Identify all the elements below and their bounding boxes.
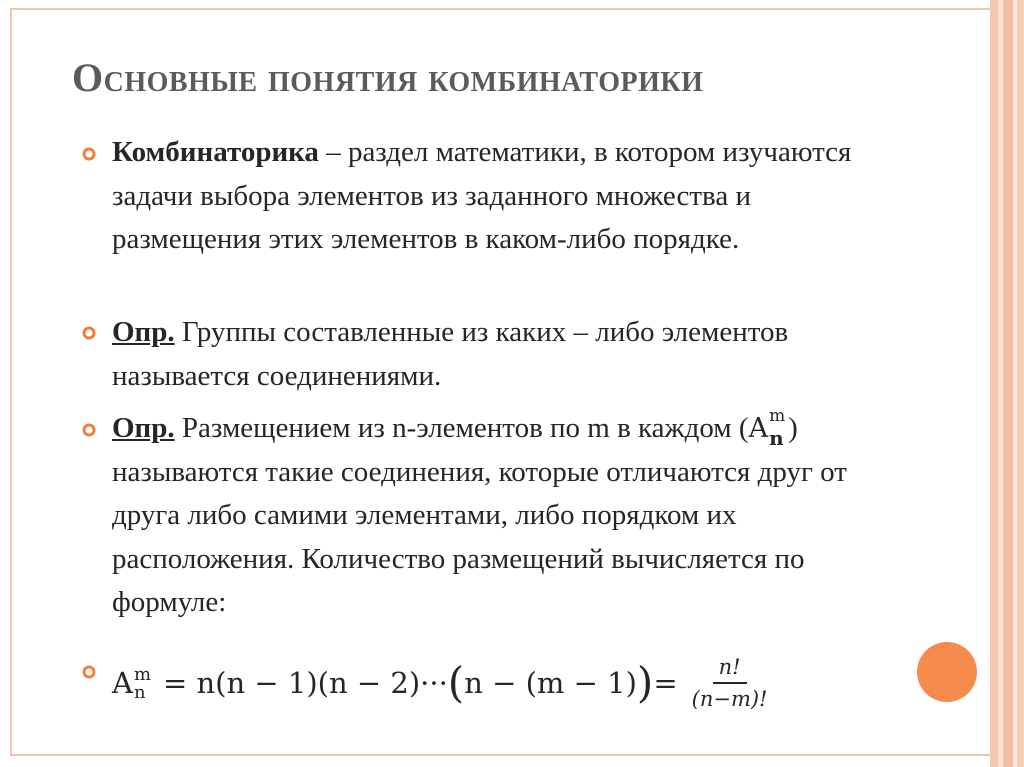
definition-label: Опр. xyxy=(112,412,175,444)
formula-expression-part2: n − (m − 1) xyxy=(464,666,637,700)
definition-combinatorics xyxy=(112,131,872,262)
decorative-circle xyxy=(917,642,977,702)
formula-indices xyxy=(133,658,155,708)
bullet-icon xyxy=(82,326,96,340)
symbol-subscript: n xyxy=(769,426,784,451)
decorative-stripes xyxy=(990,0,1024,767)
fraction-numerator: n! xyxy=(713,655,747,684)
definition-text: Группы составленные из каких – либо элементов называется соединениями. xyxy=(112,316,789,392)
definition-label: Опр. xyxy=(112,316,175,348)
arrangement-symbol: A xyxy=(748,413,769,444)
definition-text-after: ) называются такие соединения, которые отличаются друг от друга либо самими элементами, либо порядком их расположения. Количество размещений вычисляется по формуле: xyxy=(112,412,847,618)
symbol-superscript: m xyxy=(769,406,786,427)
arrangement-indices xyxy=(768,406,788,451)
arrangement-formula xyxy=(112,648,767,718)
fraction-denominator: (n−m)! xyxy=(691,687,768,711)
bullet-icon xyxy=(82,147,96,161)
formula-right-paren: ) xyxy=(636,658,654,707)
formula-superscript: m xyxy=(133,664,152,685)
bullet-icon xyxy=(82,423,96,437)
definition-text: – раздел математики, в котором изучаются задачи выбора элементов из заданного множества и размещения этих элементов в каком-либо порядке. xyxy=(112,136,852,255)
formula-expression-part1: = n(n − 1)(n − 2)··· xyxy=(162,666,448,700)
formula-fraction xyxy=(692,655,768,711)
term-combinatorics: Комбинаторика xyxy=(112,136,319,168)
formula-symbol: A xyxy=(112,666,133,700)
formula-subscript: n xyxy=(133,682,146,703)
definition-arrangements xyxy=(112,407,872,625)
formula-left-paren: ( xyxy=(447,658,465,707)
definition-connections xyxy=(112,311,872,398)
definition-text-before: Размещением из n-элементов по m в каждом ( xyxy=(174,412,749,444)
bullet-icon xyxy=(82,665,96,679)
slide-title: Основные понятия комбинаторики xyxy=(72,55,704,100)
formula-expression-part3: = xyxy=(653,666,678,700)
